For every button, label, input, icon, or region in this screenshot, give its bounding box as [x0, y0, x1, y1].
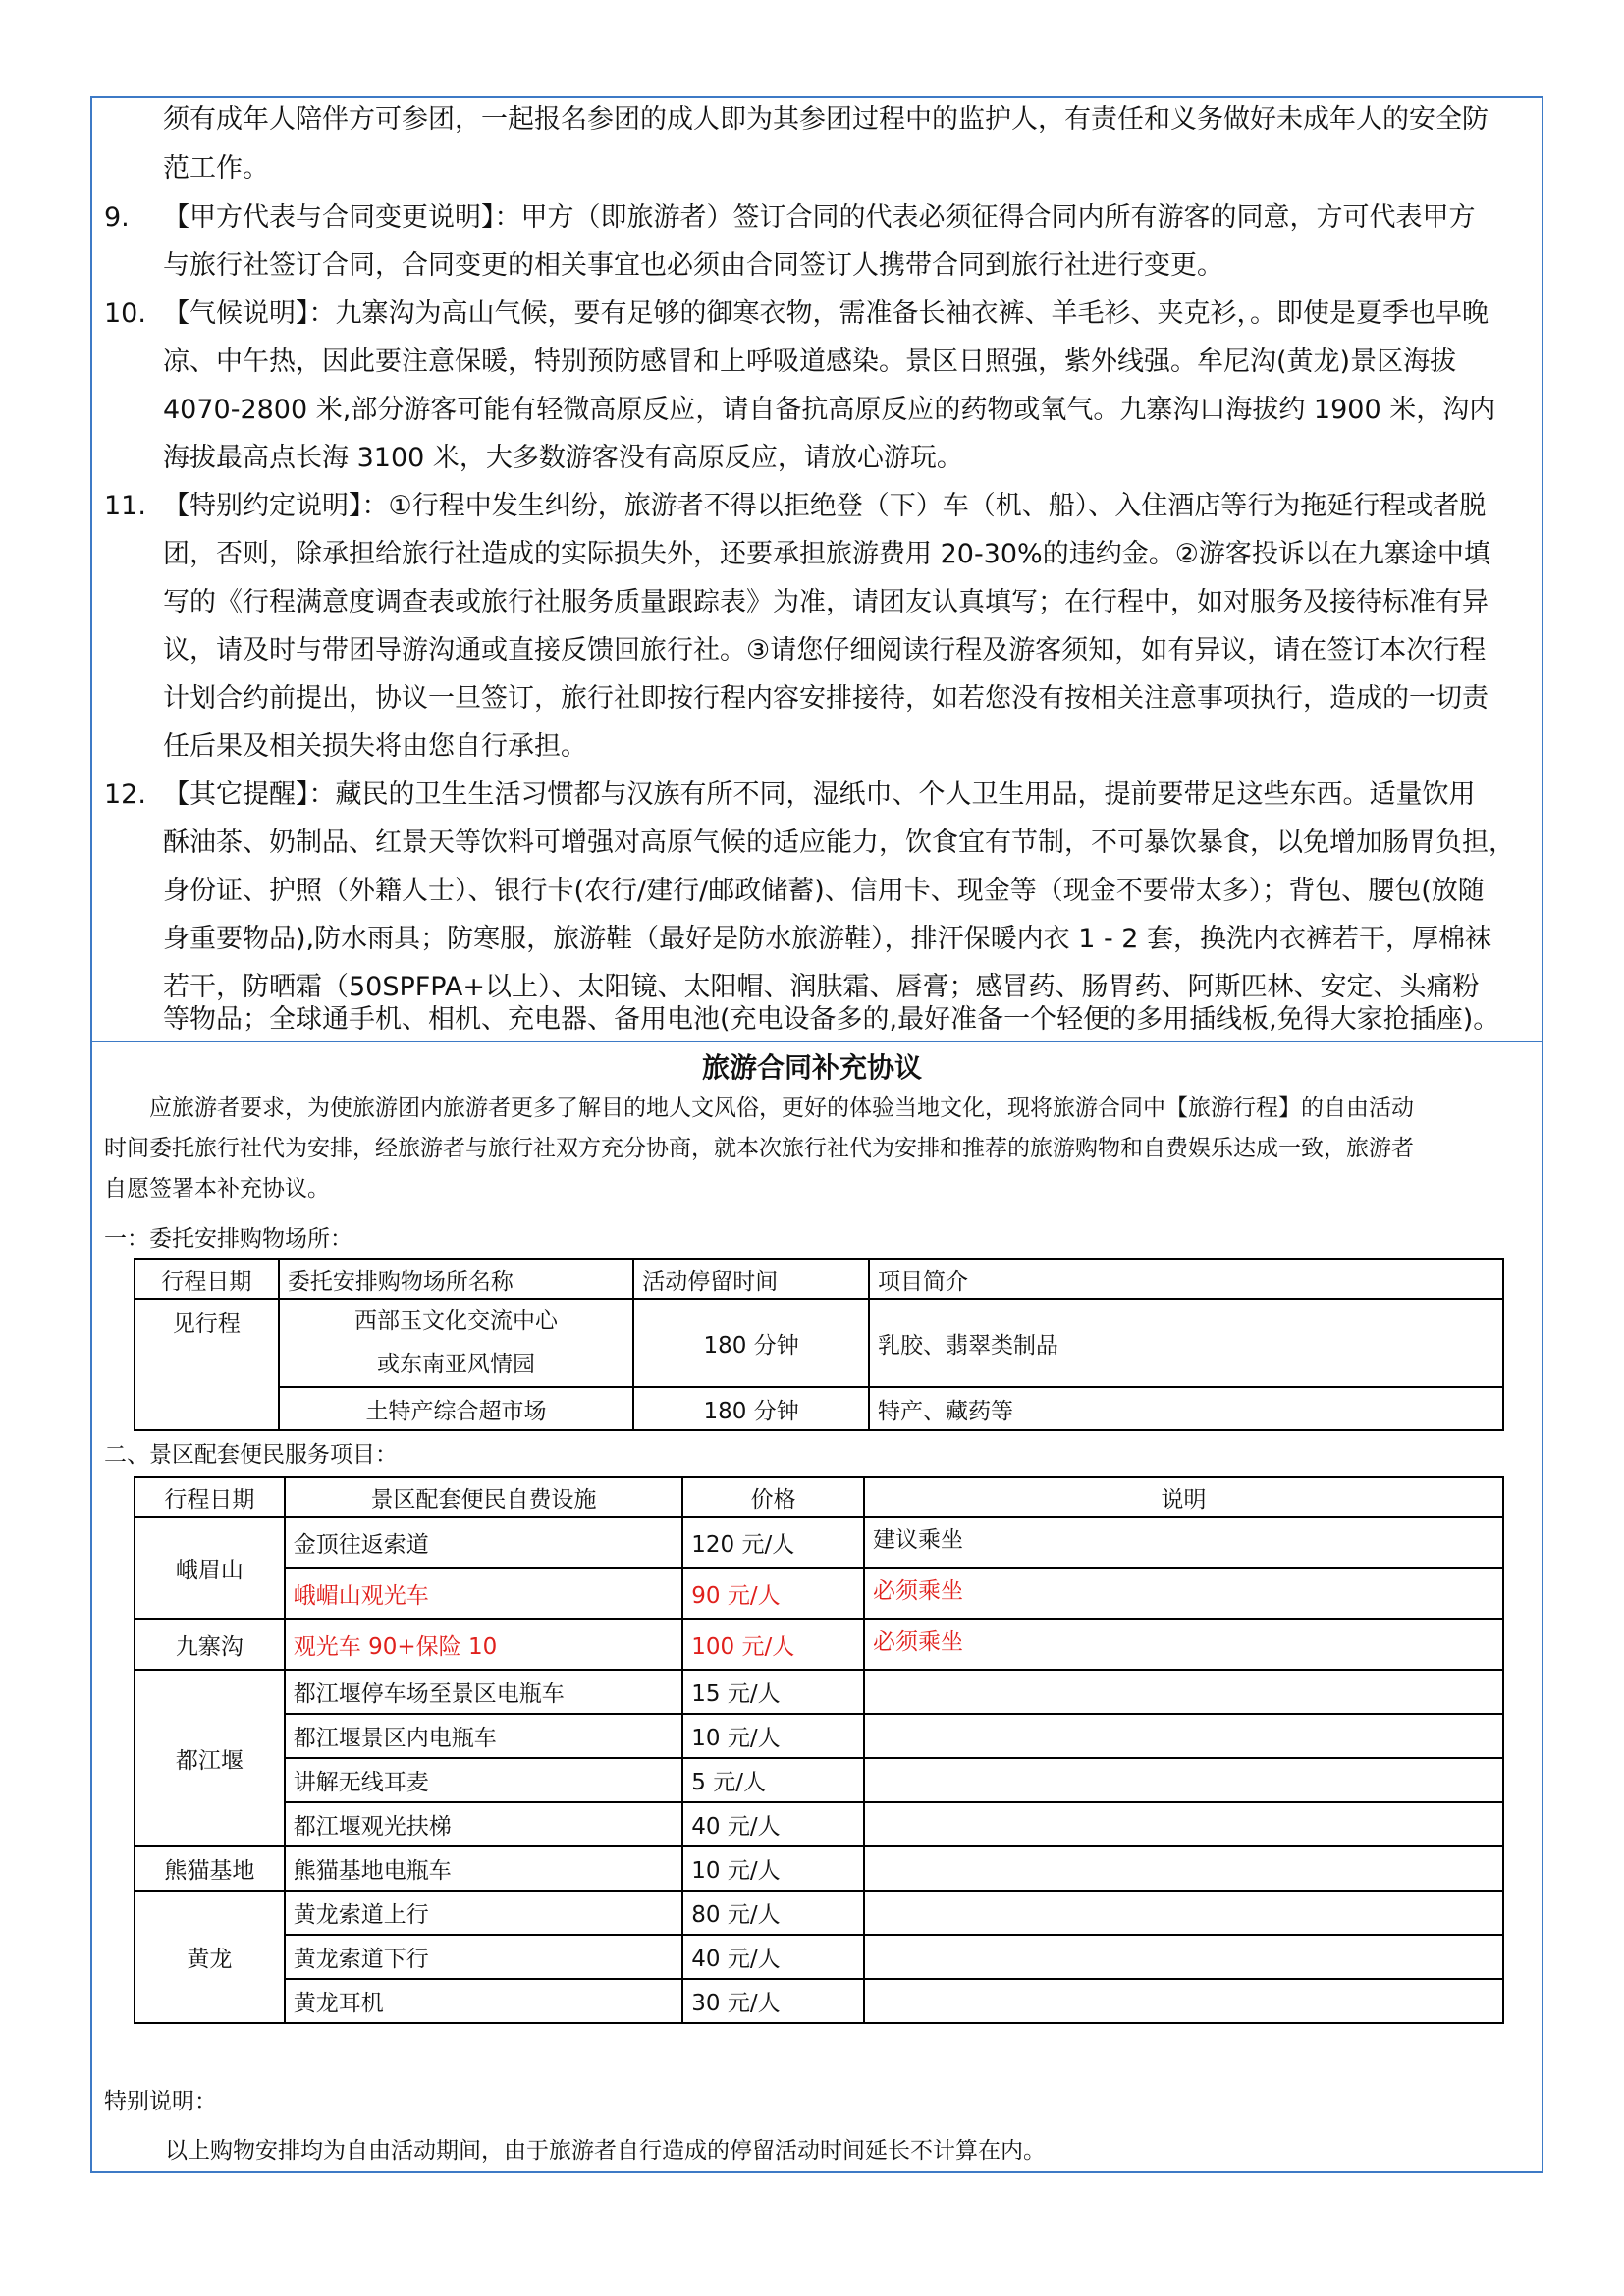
clause-11-line-3: 写的《行程满意度调查表或旅行社服务质量跟踪表》为准，请团友认真填写；在行程中，如对服务及接待标准有异 — [163, 587, 1489, 617]
clause-11-line-1: 【特别约定说明】：①行程中发生纠纷，旅游者不得以拒绝登（下）车（机、船）、入住酒店等行为拖延行程或者脱 — [163, 491, 1487, 521]
service-price: 80 元/人 — [682, 1891, 864, 1935]
service-note — [864, 1758, 1503, 1802]
shopping-header-time: 活动停留时间 — [633, 1259, 869, 1299]
shopping-header-row — [135, 1259, 1503, 1299]
table-row — [135, 1387, 1503, 1430]
shopping-place-name-line-1: 西部玉文化交流中心 — [354, 1308, 559, 1334]
table-row — [135, 1568, 1503, 1619]
service-price: 30 元/人 — [682, 1979, 864, 2023]
clause-11-number: 11. — [104, 491, 146, 521]
special-text: 以上购物安排均为自由活动期间，由于旅游者自行造成的停留活动时间延长不计算在内。 — [165, 2138, 1046, 2163]
shopping-desc: 特产、藏药等 — [869, 1387, 1503, 1430]
special-heading: 特别说明： — [104, 2089, 217, 2114]
clause-10-number: 10. — [104, 298, 146, 329]
clause-11-line-6: 任后果及相关损失将由您自行承担。 — [163, 731, 587, 762]
clause-8-line-1: 须有成年人陪伴方可参团，一起报名参团的成人即为其参团过程中的监护人，有责任和义务做好未成年人的安全防 — [163, 104, 1489, 134]
table-row — [135, 1619, 1503, 1670]
clause-8-line-2: 范工作。 — [163, 153, 269, 184]
service-price: 10 元/人 — [682, 1846, 864, 1891]
supplement-title: 旅游合同补充协议 — [701, 1051, 922, 1084]
service-note — [864, 1714, 1503, 1758]
services-header-price: 价格 — [682, 1477, 864, 1517]
service-name: 金顶往返索道 — [285, 1517, 682, 1568]
service-note — [864, 1979, 1503, 2023]
shopping-place-name — [279, 1299, 633, 1387]
service-name: 黄龙索道下行 — [285, 1935, 682, 1979]
service-place: 熊猫基地 — [135, 1846, 285, 1891]
table-row — [135, 1846, 1503, 1891]
service-name: 观光车 90+保险 10 — [285, 1619, 682, 1670]
clause-12-number: 12. — [104, 779, 146, 810]
table-row — [135, 1891, 1503, 1935]
shopping-header-desc: 项目简介 — [869, 1259, 1503, 1299]
services-header-note: 说明 — [864, 1477, 1503, 1517]
services-header-row — [135, 1477, 1503, 1517]
clause-12-line-4: 身重要物品),防水雨具；防寒服，旅游鞋（最好是防水旅游鞋），排汗保暖内衣 1 - 2 套，换洗内衣裤若干，厚棉袜 — [163, 924, 1492, 954]
table-row — [135, 1714, 1503, 1758]
clause-9-line-1: 【甲方代表与合同变更说明】：甲方（即旅游者）签订合同的代表必须征得合同内所有游客的同意，方可代表甲方 — [163, 202, 1476, 233]
section-1-heading: 一：委托安排购物场所： — [104, 1226, 352, 1252]
clause-12-line-2: 酥油茶、奶制品、红景天等饮料可增强对高原气候的适应能力，饮食宜有节制，不可暴饮暴食，以免增加肠胃负担， — [163, 828, 1515, 858]
service-name: 黄龙耳机 — [285, 1979, 682, 2023]
service-place: 黄龙 — [135, 1891, 285, 2023]
service-price: 40 元/人 — [682, 1935, 864, 1979]
intro-line-1: 应旅游者要求，为使旅游团内旅游者更多了解目的地人文风俗，更好的体验当地文化，现将旅游合同中【旅游行程】的自由活动 — [149, 1095, 1414, 1121]
service-name: 讲解无线耳麦 — [285, 1758, 682, 1802]
shopping-place-name: 土特产综合超市场 — [279, 1387, 633, 1430]
intro-line-3: 自愿签署本补充协议。 — [104, 1176, 330, 1201]
service-price: 90 元/人 — [682, 1568, 864, 1619]
service-name: 都江堰观光扶梯 — [285, 1802, 682, 1846]
table-row — [135, 1670, 1503, 1714]
service-price: 40 元/人 — [682, 1802, 864, 1846]
table-row — [135, 1299, 1503, 1387]
service-name: 都江堰景区内电瓶车 — [285, 1714, 682, 1758]
service-place: 九寨沟 — [135, 1619, 285, 1670]
services-table — [134, 1476, 1504, 2024]
service-note — [864, 1935, 1503, 1979]
service-note — [864, 1670, 1503, 1714]
shopping-header-name: 委托安排购物场所名称 — [279, 1259, 633, 1299]
service-price: 10 元/人 — [682, 1714, 864, 1758]
clause-10-line-1: 【气候说明】：九寨沟为高山气候，要有足够的御寒衣物，需准备长袖衣裤、羊毛衫、夹克衫，。即使是夏季也早晚 — [163, 298, 1489, 329]
service-note: 必须乘坐 — [864, 1568, 1503, 1619]
service-place: 峨眉山 — [135, 1517, 285, 1619]
table-row — [135, 1758, 1503, 1802]
shopping-time: 180 分钟 — [633, 1387, 869, 1430]
shopping-time: 180 分钟 — [633, 1299, 869, 1387]
service-name: 都江堰停车场至景区电瓶车 — [285, 1670, 682, 1714]
service-name: 熊猫基地电瓶车 — [285, 1846, 682, 1891]
table-row — [135, 1935, 1503, 1979]
service-price: 5 元/人 — [682, 1758, 864, 1802]
shopping-desc: 乳胶、翡翠类制品 — [869, 1299, 1503, 1387]
service-note — [864, 1802, 1503, 1846]
service-note: 建议乘坐 — [864, 1517, 1503, 1568]
shopping-date: 见行程 — [135, 1299, 279, 1430]
shopping-table — [134, 1258, 1504, 1431]
shopping-header-date: 行程日期 — [135, 1259, 279, 1299]
table-row — [135, 1802, 1503, 1846]
clause-12-line-5: 若干，防晒霜（50SPFPA+以上）、太阳镜、太阳帽、润肤霜、唇膏；感冒药、肠胃药、阿斯匹林、安定、头痛粉 — [163, 972, 1480, 1002]
service-note: 必须乘坐 — [864, 1619, 1503, 1670]
section-2-heading: 二、景区配套便民服务项目： — [104, 1442, 398, 1468]
service-note — [864, 1846, 1503, 1891]
service-name: 黄龙索道上行 — [285, 1891, 682, 1935]
table-row — [135, 1517, 1503, 1568]
services-header-facility: 景区配套便民自费设施 — [285, 1477, 682, 1517]
clause-12-line-6: 等物品；全球通手机、相机、充电器、备用电池(充电设备多的,最好准备一个轻便的多用插线板,免得大家抢插座)。 — [163, 1004, 1500, 1035]
service-price: 120 元/人 — [682, 1517, 864, 1568]
clause-10-line-4: 海拔最高点长海 3100 米，大多数游客没有高原反应，请放心游玩。 — [163, 443, 963, 473]
clause-9-line-2: 与旅行社签订合同，合同变更的相关事宜也必须由合同签订人携带合同到旅行社进行变更。 — [163, 250, 1223, 281]
service-price: 15 元/人 — [682, 1670, 864, 1714]
clause-11-line-5: 计划合约前提出，协议一旦签订，旅行社即按行程内容安排接待，如若您没有按相关注意事项执行，造成的一切责 — [163, 683, 1489, 714]
clause-12-line-1: 【其它提醒】：藏民的卫生生活习惯都与汉族有所不同，湿纸巾、个人卫生用品，提前要带足这些东西。适量饮用 — [163, 779, 1476, 810]
clause-11-line-4: 议，请及时与带团导游沟通或直接反馈回旅行社。③请您仔细阅读行程及游客须知，如有异议，请在签订本次行程 — [163, 635, 1487, 666]
table-row — [135, 1979, 1503, 2023]
service-note — [864, 1891, 1503, 1935]
clause-12-line-3: 身份证、护照（外籍人士）、银行卡(农行/建行/邮政储蓄)、信用卡、现金等（现金不要带太多）；背包、腰包(放随 — [163, 876, 1485, 906]
clause-11-line-2: 团，否则，除承担给旅行社造成的实际损失外，还要承担旅游费用 20-30%的违约金。②游客投诉以在九寨途中填 — [163, 539, 1490, 569]
service-price: 100 元/人 — [682, 1619, 864, 1670]
services-header-date: 行程日期 — [135, 1477, 285, 1517]
clause-10-line-2: 凉、中午热，因此要注意保暖，特别预防感冒和上呼吸道感染。景区日照强，紫外线强。牟尼沟(黄龙)景区海拔 — [163, 347, 1457, 377]
shopping-place-name-line-2: 或东南亚风情园 — [377, 1352, 536, 1377]
clause-10-line-3: 4070-2800 米,部分游客可能有轻微高原反应，请自备抗高原反应的药物或氧气。九寨沟口海拔约 1900 米，沟内 — [163, 395, 1496, 425]
clause-9-number: 9. — [104, 202, 130, 233]
service-name: 峨嵋山观光车 — [285, 1568, 682, 1619]
intro-line-2: 时间委托旅行社代为安排，经旅游者与旅行社双方充分协商，就本次旅行社代为安排和推荐的旅游购物和自费娱乐达成一致，旅游者 — [104, 1136, 1414, 1161]
service-place: 都江堰 — [135, 1670, 285, 1846]
